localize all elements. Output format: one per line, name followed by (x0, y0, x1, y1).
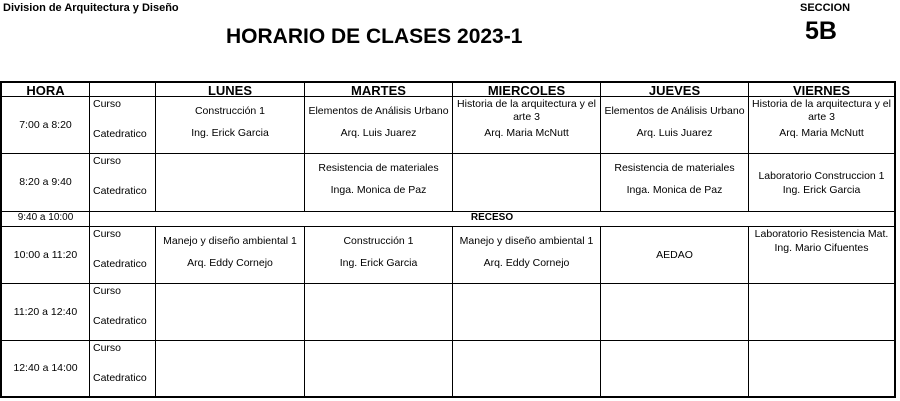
column-header-hora: HORA (0, 81, 90, 97)
class-cell (749, 284, 896, 341)
catedratico-label: Catedratico (93, 371, 147, 384)
class-cell (156, 341, 305, 398)
class-cell (749, 227, 896, 284)
column-header-viernes: VIERNES (749, 81, 896, 97)
professor-name: Ing. Erick Garcia (339, 256, 418, 269)
class-cell (453, 284, 601, 341)
time-slot: 7:00 a 8:20 (0, 97, 90, 154)
break-time: 9:40 a 10:00 (0, 212, 90, 227)
row-labels (90, 227, 156, 284)
curso-label: Curso (93, 98, 122, 110)
class-cell (305, 227, 453, 284)
class-cell (305, 284, 453, 341)
catedratico-label: Catedratico (93, 127, 147, 140)
course-name: Resistencia de materiales (318, 162, 439, 174)
row-labels (90, 284, 156, 341)
curso-label: Curso (93, 285, 122, 297)
class-cell (749, 97, 896, 154)
professor-name: Arq. Luis Juarez (340, 126, 417, 139)
row-labels (90, 341, 156, 398)
column-header-jueves: JUEVES (601, 81, 749, 97)
class-cell (305, 154, 453, 212)
section-label: SECCION (800, 2, 851, 14)
class-cell (601, 341, 749, 398)
class-cell (453, 154, 601, 212)
curso-label: Curso (93, 342, 122, 354)
catedratico-label: Catedratico (93, 257, 147, 270)
catedratico-label: Catedratico (93, 185, 147, 197)
class-cell (453, 341, 601, 398)
course-name: Resistencia de materiales (614, 162, 735, 174)
org-name: Division de Arquitectura y Diseño (3, 2, 179, 14)
column-header-lunes: LUNES (156, 81, 305, 97)
class-cell (453, 227, 601, 284)
professor-name: Arq. Luis Juarez (636, 126, 713, 139)
class-cell (156, 97, 305, 154)
class-cell (156, 227, 305, 284)
class-cell (601, 284, 749, 341)
time-slot: 12:40 a 14:00 (0, 341, 90, 398)
professor-name: Ing. Mario Cifuentes (774, 242, 869, 254)
class-cell (749, 154, 896, 212)
class-cell (601, 227, 749, 284)
class-cell (156, 284, 305, 341)
page-title: HORARIO DE CLASES 2023-1 (226, 25, 523, 48)
professor-name: Inga. Monica de Paz (626, 184, 723, 196)
course-name: Historia de la arquitectura y el arte 3 (457, 98, 596, 123)
course-name: Laboratorio Resistencia Mat. (754, 228, 889, 240)
professor-name: Ing. Erick Garcia (191, 126, 269, 139)
professor-name: Arq. Maria McNutt (484, 127, 569, 139)
catedratico-label: Catedratico (93, 314, 147, 327)
column-header-blank (90, 81, 156, 97)
course-name: Elementos de Análisis Urbano (308, 105, 449, 117)
column-header-miercoles: MIERCOLES (453, 81, 601, 97)
time-slot: 8:20 a 9:40 (0, 154, 90, 212)
row-labels (90, 97, 156, 154)
row-labels (90, 154, 156, 212)
professor-name: Ing. Erick Garcia (782, 184, 861, 196)
course-name: Historia de la arquitectura y el arte 3 (752, 98, 891, 123)
professor-name: Inga. Monica de Paz (330, 184, 427, 196)
time-slot: 10:00 a 11:20 (0, 227, 90, 284)
break-label: RECESO (90, 212, 896, 227)
class-cell (601, 97, 749, 154)
class-cell (305, 341, 453, 398)
column-header-martes: MARTES (305, 81, 453, 97)
class-cell (156, 154, 305, 212)
class-cell (453, 97, 601, 154)
class-cell (601, 154, 749, 212)
curso-label: Curso (93, 228, 122, 240)
class-cell (305, 97, 453, 154)
course-name: AEDAO (656, 248, 693, 261)
course-name: Construcción 1 (194, 105, 266, 117)
course-name: Manejo y diseño ambiental 1 (459, 235, 594, 247)
course-name: Elementos de Análisis Urbano (604, 105, 745, 117)
professor-name: Arq. Eddy Cornejo (483, 256, 570, 269)
course-name: Construcción 1 (343, 235, 414, 247)
curso-label: Curso (93, 155, 122, 167)
time-slot: 11:20 a 12:40 (0, 284, 90, 341)
section-value: 5B (805, 17, 837, 45)
professor-name: Arq. Maria McNutt (779, 127, 864, 139)
professor-name: Arq. Eddy Cornejo (187, 256, 273, 269)
class-cell (749, 341, 896, 398)
course-name: Manejo y diseño ambiental 1 (163, 235, 297, 247)
course-name: Laboratorio Construccion 1 (758, 170, 885, 182)
